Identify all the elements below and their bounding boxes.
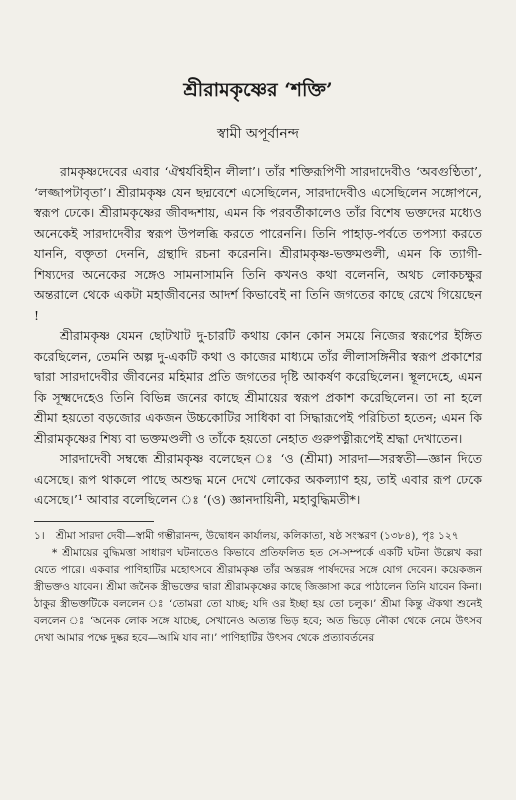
author-name: স্বামী অপূর্বানন্দ — [217, 126, 299, 142]
footnote-text: শ্রীমা সারদা দেবী—স্বামী গম্ভীরানন্দ, উদ্বোধন কার্যালয়, কলিকাতা, ষষ্ঠ সংস্করণ (১৩৮৪), পৃঃ ১২৭ — [56, 529, 459, 542]
footnote-1 — [34, 528, 482, 545]
page-title: শ্রীরামকৃষ্ণের ‘শক্তি’ — [183, 79, 333, 101]
footnote-number: ১। — [34, 529, 45, 542]
paragraph-3: সারদাদেবী সম্বন্ধে শ্রীরামকৃষ্ণ বলেছেন ঃ ‘ও (শ্রীমা) সারদা—সরস্বতী—জ্ঞান দিতে এসেছে। রূপ থাকলে পাছে অশুদ্ধ মনে দেখে লোকের অকল্যাণ হয়, তাই এবার রূপ ঢেকে এসেছে।’¹ আবার বলেছিলেন ঃ ‘(ও) জ্ঞানদায়িনী, মহাবুদ্ধিমতী*। — [34, 451, 482, 507]
paragraph-2: শ্রীরামকৃষ্ণ যেমন ছোটখাট দু-চারটি কথায় কোন কোন সময়ে নিজের স্বরূপের ইঙ্গিত করেছিলেন, তেমনি অল্প দু-একটি কথা ও কাজের মাধ্যমে তাঁর লীলাসঙ্গিনীর স্বরূপ প্রকাশের দ্বারা সারদাদেবীর জীবনের মহিমার প্রতি জগতের দৃষ্টি আকর্ষণ করেছিলেন। স্থূলদেহে, এমন কি সূক্ষ্মদেহেও তিনি বিভিন্ন জনের কাছে শ্রীমায়ের স্বরূপ প্রকাশ করেছিলেন। তা না হলে শ্রীমা হয়তো বড়জোর একজন উচ্চকোটির সাধিকা বা সিদ্ধারূপেই পরিচিতা হতেন; এমন কি শ্রীরামকৃষ্ণের শিষ্য বা ভক্তমণ্ডলী ও তাঁকে হয়তো নেহাত গুরুপত্নীরূপেই শ্রদ্ধা দেখাতেন। — [34, 328, 482, 446]
asterisk-note: * শ্রীমায়ের বুদ্ধিমত্তা সাধারণ ঘটনাতেও কিভাবে প্রতিফলিত হত সে-সম্পর্কে একটি ঘটনা উল্লেখ করা যেতে পারে। একবার পাণিহাটির মহোৎসবে শ্রীরামকৃষ্ণ তাঁর অন্তরঙ্গ পার্ষদদের সঙ্গে যোগ দেবেন। কয়েকজন স্ত্রীভক্তও যাবেন। শ্রীমা জনৈক স্ত্রীভক্তের দ্বারা শ্রীরামকৃষ্ণের কাছে জিজ্ঞাসা করে পাঠালেন তিনি যাবেন কিনা। ঠাকুর স্ত্রীভক্তটিকে বললেন ঃ ‘তোমরা তো যাচ্ছ; যদি ওর ইচ্ছা হয় তো চলুক।’ শ্রীমা কিন্তু ঐকথা শুনেই বললেন ঃ ‘অনেক লোক সঙ্গে যাচ্ছে, সেখানেও অত্যন্ত ভিড় হবে; অত ভিড়ে নৌকা থেকে নেমে উৎসব দেখা আমার পক্ষে দুষ্কর হবে—আমি যাব না।’ পাণিহাটির উৎসব থেকে প্রত্যাবর্তনের — [34, 546, 482, 644]
footnotes — [34, 528, 482, 647]
paragraph-1: রামকৃষ্ণদেবের এবার ‘ঐশ্বর্যবিহীন লীলা’। তাঁর শক্তিরূপিণী সারদাদেবীও ‘অবগুণ্ঠিতা’, ‘লজ্জাপটাবৃতা’। শ্রীরামকৃষ্ণ যেন ছদ্মবেশে এসেছিলেন, সারদাদেবীও এসেছিলেন সঙ্গোপনে, স্বরূপ ঢেকে। শ্রীরামকৃষ্ণের জীবদ্দশায়, এমন কি পরবর্তীকালেও তাঁর বিশেষ ভক্তদের মধ্যেও অনেকেই সারদাদেবীর স্বরূপ উপলব্ধি করতে পারেননি। তিনি পাহাড়-পর্বতে তপস্যা করতে যাননি, বক্তৃতা দেননি, গ্রন্থাদি রচনা করেননি। শ্রীরামকৃষ্ণ-ভক্তমণ্ডলী, এমন কি ত্যাগী-শিষ্যদের অনেকের সঙ্গেও সামনাসামনি তিনি কখনও কথা বলেননি, অথচ লোকচক্ষুর অন্তরালে থেকে একটা মহাজীবনের আদর্শ কিভাবেই না তিনি জগতের কাছে রেখে গিয়েছেন ! — [34, 164, 482, 323]
footnote-divider — [34, 521, 154, 522]
body-text — [34, 162, 482, 511]
